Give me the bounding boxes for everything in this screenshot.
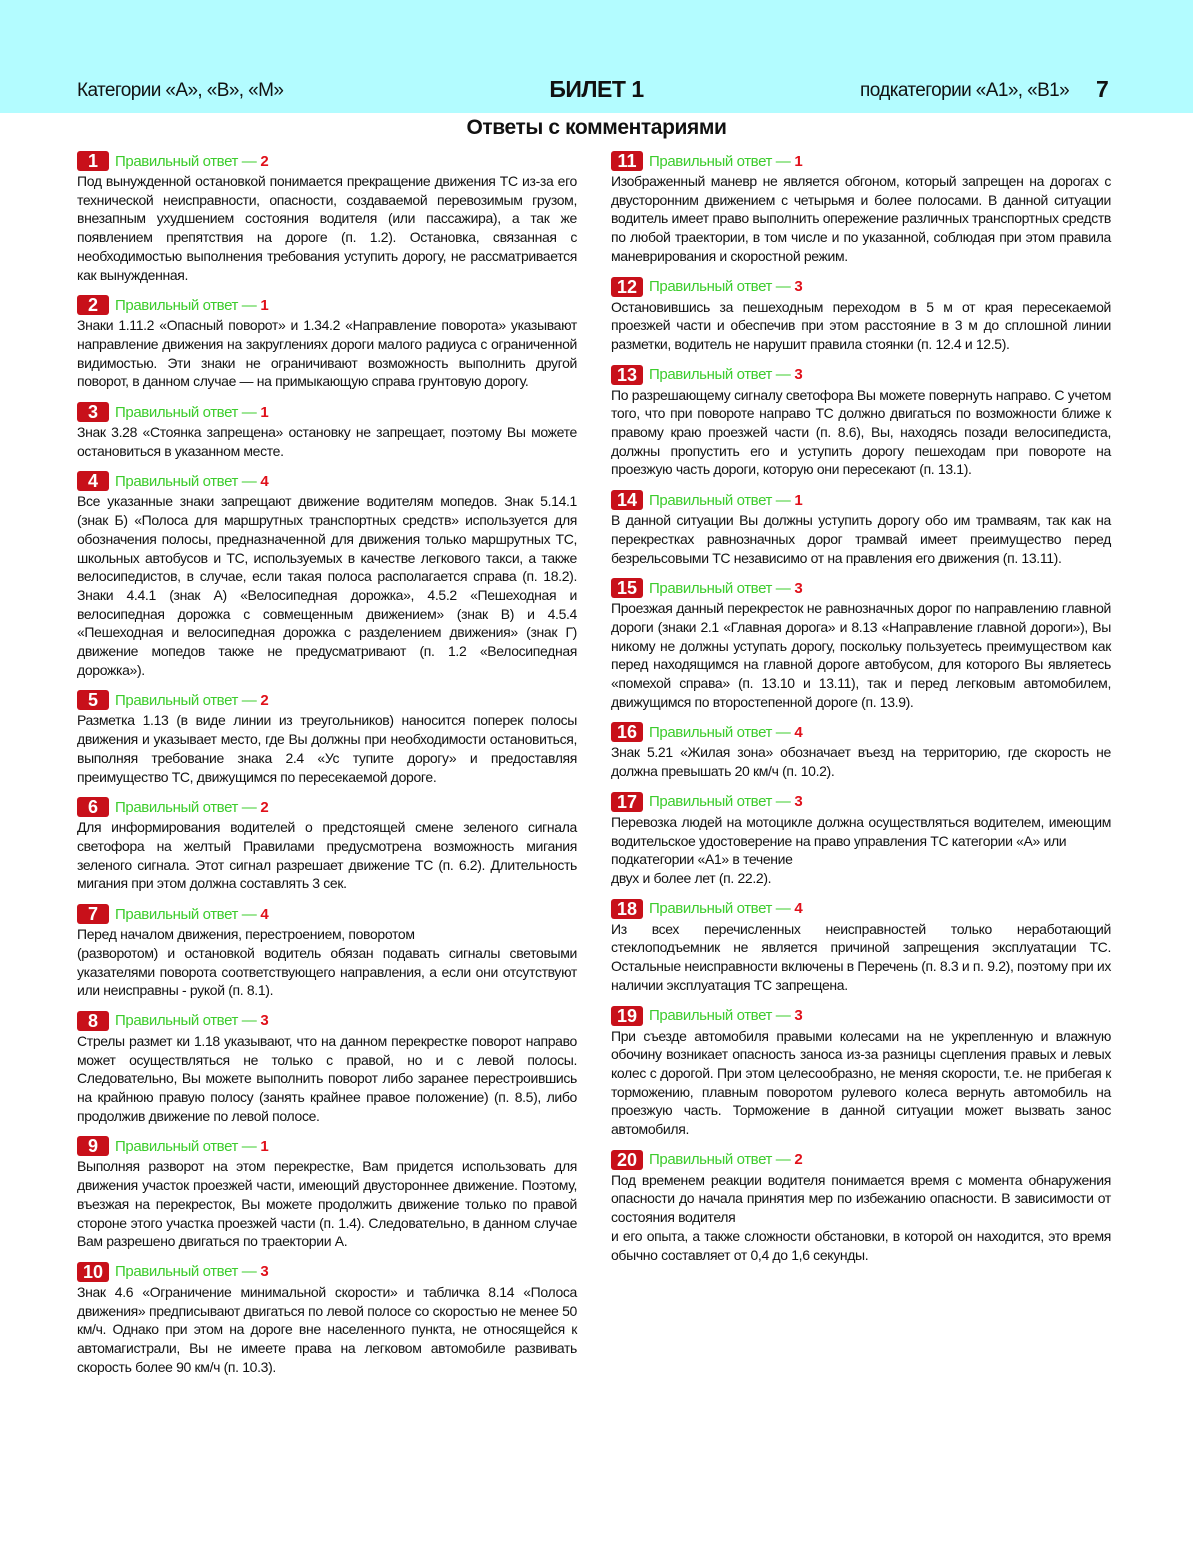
answer-value: 1	[260, 1137, 269, 1155]
answer-item	[77, 150, 577, 284]
question-number-badge: 1	[77, 151, 109, 171]
answer-label: Правильный ответ —	[115, 403, 257, 421]
answer-value: 1	[260, 403, 269, 421]
answer-item	[611, 721, 1111, 780]
answer-label: Правильный ответ —	[649, 1007, 791, 1024]
answer-item	[77, 294, 577, 391]
question-number-badge: 11	[611, 151, 643, 171]
answer-value: 3	[260, 1263, 269, 1281]
question-number-badge: 16	[611, 722, 643, 742]
answer-header	[77, 796, 577, 818]
answer-comment: По разрешающему сигналу светофора Вы можете повернуть направо. С учетом того, что при повороте направо ТС должно двигаться по возможности ближе к правому краю проезжей части (п. 8.6), Вы, находясь позади велосипедиста, должны пропустить его и уступить дорогу пешеходам при повороте на проезжую часть дороги, которую они пересекают (п. 13.1).	[611, 386, 1111, 478]
header-subcategories: подкатегории «A1», «B1»	[860, 80, 1070, 101]
answer-item	[77, 1135, 577, 1251]
question-number-badge: 10	[77, 1262, 109, 1282]
answer-header	[77, 689, 577, 711]
answer-comment: Для информирования водителей о предстоящей смене зеленого сигнала светофора на желтый Правилами предусмотрена возможность мигания зеленого сигнала. Этот сигнал разрешает движение ТС (п. 6.2). Длительность мигания при этом должна составлять 3 сек.	[77, 819, 577, 892]
answer-header	[611, 1005, 1111, 1027]
answer-value: 1	[794, 491, 803, 509]
answer-label: Правильный ответ —	[649, 1151, 791, 1169]
answer-header	[611, 276, 1111, 298]
answer-label: Правильный ответ —	[115, 296, 257, 314]
question-number-badge: 15	[611, 578, 643, 598]
answer-comment: Изображенный маневр не является обгоном, который запрещен на дорогах с двусторонним движением с четырьмя и более полосами. В данной ситуации водитель имеет право выполнить опережение различных транспортных средств по любой траектории, в том числе и по указанной, соблюдая при этом правила маневрирования и скоростной режим.	[611, 173, 1111, 264]
answer-header	[611, 364, 1111, 386]
answer-comment: Стрелы размет ки 1.18 указывают, что на данном перекрестке поворот направо может осуществляться не только с правой, но и с левой полосы. Следовательно, Вы можете выполнить поворот либо заранее перестроившись на крайнюю правую полосу (занять крайнее правое положение) (п. 8.5), либо продолжив движение по левой полосе.	[77, 1032, 577, 1124]
answer-comment: Перед началом движения, перестроением, поворотом (разворотом) и остановкой водитель обязан подавать сигналы световыми указателями поворота соответствующего направления, а если они отсутствуют или неисправны - рукой (п. 8.1).	[77, 926, 577, 999]
answer-item	[77, 1261, 577, 1377]
answer-label: Правильный ответ —	[649, 793, 791, 811]
answer-value: 4	[260, 905, 269, 923]
question-number-badge: 5	[77, 690, 109, 710]
answer-value: 1	[260, 296, 269, 314]
answer-value: 3	[794, 1007, 803, 1024]
answer-comment: При съезде автомобиля правыми колесами на не укрепленную и влажную обочину возникает опасность заноса из-за разницы сцепления правых и левых колес с дорогой. При этом целесообразно, не меняя скорости, т.е. не прибегая к торможению, плавным поворотом рулевого колеса вернуть автомобиль на проезжую часть. Торможение в данной ситуации может вызвать занос автомобиля.	[611, 1027, 1111, 1138]
answer-comment: Перевозка людей на мотоцикле должна осуществляться водителем, имеющим водительское удостоверение на право управления ТС категории «А» или подкатегории «А1» в течение двух и более лет (п. 22.2).	[611, 813, 1111, 886]
answer-label: Правильный ответ —	[115, 1012, 257, 1030]
answer-value: 1	[794, 152, 803, 170]
answer-label: Правильный ответ —	[649, 366, 791, 384]
answer-header	[611, 150, 1111, 172]
answer-header	[611, 898, 1111, 920]
answer-value: 3	[794, 278, 803, 296]
question-number-badge: 14	[611, 490, 643, 510]
answer-comment: Из всех перечисленных неисправностей только неработающий стеклоподъемник не является причиной запрещения эксплуатации ТС. Остальные неисправности включены в Перечень (п. 8.3 и п. 9.2), поэтому при их наличии эксплуатация ТС запрещена.	[611, 920, 1111, 993]
answer-value: 3	[794, 793, 803, 811]
answer-label: Правильный ответ —	[115, 1263, 257, 1281]
left-column	[77, 150, 577, 1386]
answer-header	[77, 401, 577, 423]
answer-header	[611, 721, 1111, 743]
answer-label: Правильный ответ —	[115, 691, 257, 709]
answer-item	[611, 1149, 1111, 1265]
answer-label: Правильный ответ —	[649, 579, 791, 597]
answer-comment: Проезжая данный перекресток не равнозначных дорог по направлению главной дороги (знаки 2.1 «Главная дорога» и 8.13 «Направление главной дороги»), Вы никому не должны уступать дорогу, поскольку пользуетесь преимуществом как перед находящимся на главной дороге автобусом, для которого Вы являетесь «помехой справа» (п. 13.10 и 13.11), так и перед легковым автомобилем, движущимся по второстепенной дороге (п. 13.9).	[611, 600, 1111, 710]
question-number-badge: 8	[77, 1011, 109, 1031]
answer-item	[611, 791, 1111, 888]
answer-item	[77, 401, 577, 460]
answer-comment: Знак 3.28 «Стоянка запрещена» остановку не запрещает, поэтому Вы можете остановиться в указанном месте.	[77, 424, 577, 459]
answer-label: Правильный ответ —	[115, 472, 257, 490]
answer-label: Правильный ответ —	[649, 491, 791, 509]
answer-item	[611, 1005, 1111, 1139]
answer-value: 4	[260, 472, 269, 490]
answer-comment: Под вынужденной остановкой понимается прекращение движения ТС из-за его технической неисправности, опасности, создаваемой перевозимым грузом, внезапным ухудшением состояния водителя (или пассажира), а так же появлением препятствия на дороге (п. 1.2). Остановка, связанная с необходимостью выполнения требования уступить дорогу, не рассматривается как вынужденная.	[77, 173, 577, 283]
answer-item	[77, 470, 577, 679]
answer-label: Правильный ответ —	[649, 723, 791, 741]
answer-header	[77, 903, 577, 925]
answer-item	[77, 903, 577, 1000]
answer-comment: Знак 5.21 «Жилая зона» обозначает въезд на территорию, где скорость не должна превышать 20 км/ч (п. 10.2).	[611, 744, 1111, 780]
answer-value: 4	[794, 723, 803, 741]
answer-comment: Под временем реакции водителя понимается время с момента обнаружения опасности до начала принятия мер по избежанию опасности. В зависимости от состояния водителя и его опыта, а также сложности обстановки, в которой он находится, это время обычно составляет от 0,4 до 1,6 секунды.	[611, 1171, 1111, 1263]
answer-value: 2	[260, 691, 269, 709]
right-column	[611, 150, 1111, 1274]
answer-item	[77, 1010, 577, 1126]
answer-comment: Все указанные знаки запрещают движение водителям мопедов. Знак 5.14.1 (знак Б) «Полоса для маршрутных транспортных средств» используется для обозначения полосы, предназначенной для движения только маршрутных ТС, школьных автобусов и ТС, используемых в качестве легкового такси, а также велосипедистов, в случае, если такая полоса располагается справа (п. 18.2). Знаки 4.4.1 (знак А) «Велосипедная дорожка», 4.5.2 «Пешеходная и велосипедная дорожка с совмещенным движением» (знак В) и 4.5.4 «Пешеходная и велосипедная дорожка с разделением движения» (знак Г) движение мопедов также не предусматривают (п. 1.2 «Велосипедная дорожка»).	[77, 493, 577, 678]
answer-value: 2	[260, 798, 269, 816]
question-number-badge: 7	[77, 904, 109, 924]
page-number: 7	[1096, 76, 1109, 102]
answer-header	[611, 577, 1111, 599]
answer-value: 2	[794, 1151, 803, 1169]
answer-value: 3	[794, 579, 803, 597]
answer-header	[77, 294, 577, 316]
answer-header	[77, 1135, 577, 1157]
question-number-badge: 20	[611, 1150, 643, 1170]
answer-value: 3	[794, 366, 803, 384]
answer-header	[611, 489, 1111, 511]
question-number-badge: 18	[611, 899, 643, 919]
answer-comment: Знак 4.6 «Ограничение минимальной скорости» и табличка 8.14 «Полоса движения» предписывают двигаться по левой полосе со скоростью не менее 50 км/ч. Однако при этом на дороге вне населенного пункта, не относящейся к автомагистрали, Вы не имеете права на легковом автомобиле развивать скорость более 90 км/ч (п. 10.3).	[77, 1283, 577, 1375]
answer-item	[77, 796, 577, 893]
answer-header	[77, 1010, 577, 1032]
answer-item	[611, 489, 1111, 567]
answer-header	[611, 1149, 1111, 1171]
answer-label: Правильный ответ —	[649, 152, 791, 170]
answer-comment: Выполняя разворот на этом перекрестке, Вам придется использовать для движения участок проезжей части, имеющий двустороннее движение. Поэтому, въезжая на перекресток, Вы можете продолжить движение только по правой стороне этого участка проезжей части (п. 1.4). Следовательно, в данном случае Вам разрешено двигаться по траектории А.	[77, 1158, 577, 1250]
answer-item	[611, 577, 1111, 711]
answer-item	[611, 898, 1111, 995]
question-number-badge: 6	[77, 797, 109, 817]
answer-header	[611, 791, 1111, 813]
answer-item	[611, 276, 1111, 354]
answer-item	[611, 150, 1111, 266]
answer-comment: Разметка 1.13 (в виде линии из треугольников) наносится поперек полосы движения и указывает место, где Вы должны при необходимости остановиться, выполняя требование знака 2.4 «Ус тупите дорогу» и предоставляя преимущество ТС, движущимся по пересекаемой дороге.	[77, 712, 577, 785]
answer-comment: В данной ситуации Вы должны уступить дорогу обо им трамваям, так как на перекрестках равнозначных дорог трамвай имеет преимущество перед безрельсовыми ТС независимо от на правления его движения (п. 13.11).	[611, 512, 1111, 566]
answer-header	[77, 1261, 577, 1283]
answer-comment: Знаки 1.11.2 «Опасный поворот» и 1.34.2 «Направление поворота» указывают направление движения на закруглениях дороги малого радиуса с ограниченной видимостью. Эти знаки не ограничивают возможность выполнить другой поворот, в данном случае — на примыкающую справа грунтовую дорогу.	[77, 317, 577, 390]
section-title: Ответы с комментариями	[466, 116, 727, 139]
question-number-badge: 2	[77, 295, 109, 315]
question-number-badge: 12	[611, 277, 643, 297]
answer-value: 2	[260, 152, 269, 170]
question-number-badge: 13	[611, 365, 643, 385]
answer-item	[77, 689, 577, 786]
answer-header	[77, 470, 577, 492]
question-number-badge: 9	[77, 1136, 109, 1156]
answer-item	[611, 364, 1111, 480]
answer-label: Правильный ответ —	[115, 152, 257, 170]
question-number-badge: 3	[77, 402, 109, 422]
answer-label: Правильный ответ —	[115, 1137, 257, 1155]
question-number-badge: 19	[611, 1006, 643, 1026]
ticket-title: БИЛЕТ 1	[549, 76, 644, 102]
answer-header	[77, 150, 577, 172]
question-number-badge: 17	[611, 792, 643, 812]
question-number-badge: 4	[77, 471, 109, 491]
answer-label: Правильный ответ —	[115, 905, 257, 923]
answer-label: Правильный ответ —	[649, 278, 791, 296]
answer-label: Правильный ответ —	[649, 900, 791, 918]
answer-value: 4	[794, 900, 803, 918]
header-categories: Категории «A», «B», «M»	[77, 80, 284, 101]
answer-comment: Остановившись за пешеходным переходом в 5 м от края пересекаемой проезжей части и обеспечив при этом расстояние в 3 м до сплошной линии разметки, водитель не нарушит правила стоянки (п. 12.4 и 12.5).	[611, 298, 1111, 352]
answer-label: Правильный ответ —	[115, 798, 257, 816]
answer-value: 3	[260, 1012, 269, 1030]
